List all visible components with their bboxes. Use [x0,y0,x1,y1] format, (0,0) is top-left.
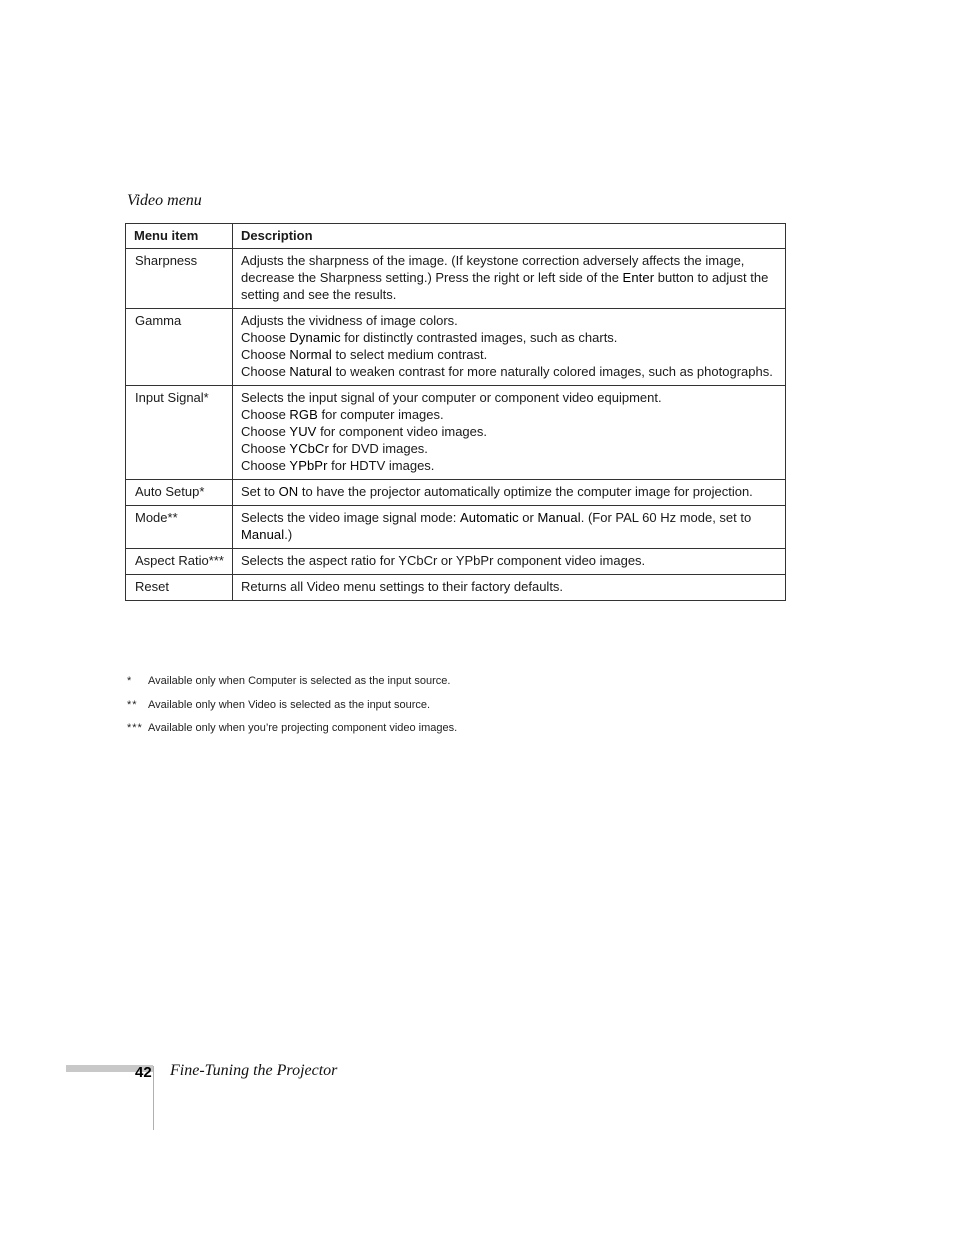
description-line [241,457,777,474]
table-row [126,575,786,601]
description-text: Selects the input signal of your computer or component video equipment. [241,390,662,405]
description-cell [233,249,786,309]
setting-keyword: Manual [241,527,285,542]
description-line [241,389,777,406]
description-text: Returns all Video menu settings to their factory defaults. [241,579,564,594]
footnote-mark: *** [127,722,143,734]
menu-item-cell: Sharpness [126,249,233,309]
footnote [127,699,787,723]
description-text: Choose [241,458,290,473]
footnote [127,675,787,699]
column-header-description: Description [233,224,786,249]
table-row [126,549,786,575]
description-line [241,440,777,457]
description-text: button to adjust the setting and see the results. [241,270,769,302]
description-cell [233,309,786,386]
setting-keyword: Manual [537,510,581,525]
description-cell [233,506,786,549]
table-row [126,386,786,480]
menu-item-cell: Reset [126,575,233,601]
description-line [241,363,777,380]
description-line [241,552,777,569]
table-body [126,249,786,601]
setting-keyword: Automatic [459,510,519,525]
description-line [241,423,777,440]
description-text: to have the projector automatically optimize the computer image for projection. [298,484,753,499]
description-text: for HDTV images. [327,458,435,473]
description-text: .) [284,527,293,542]
setting-keyword: Normal [289,347,332,362]
description-line [241,483,777,500]
column-header-menu-item: Menu item [126,224,233,249]
description-text: Choose [241,364,290,379]
description-text: . (For PAL 60 Hz mode, set to [580,510,752,525]
setting-keyword: Enter [622,270,655,285]
description-text: for DVD images. [328,441,428,456]
table-header-row [126,224,786,249]
setting-keyword: Dynamic [289,330,341,345]
table-row [126,249,786,309]
table-caption: Video menu [127,192,202,209]
table-row [126,506,786,549]
description-line [241,578,777,595]
description-text: Choose [241,407,290,422]
footnote-mark: ** [127,698,138,711]
description-text: Choose [241,441,290,456]
description-text: to select medium contrast. [331,347,488,362]
description-line [241,312,777,329]
setting-keyword: YCbCr [289,441,329,456]
setting-keyword: ON [278,484,299,499]
menu-item-cell: Mode** [126,506,233,549]
description-text: Adjusts the vividness of image colors. [241,313,458,328]
description-cell [233,575,786,601]
menu-item-cell: Input Signal* [126,386,233,480]
menu-item-cell: Aspect Ratio*** [126,549,233,575]
description-line [241,509,777,543]
footer-rule [153,1066,154,1130]
footer-section-title: Fine-Tuning the Projector [170,1062,338,1079]
description-text: Set to [241,484,279,499]
footnotes [127,675,787,746]
description-text: for computer images. [317,407,444,422]
setting-keyword: RGB [289,407,318,422]
menu-item-cell: Gamma [126,309,233,386]
footnote-text: Available only when Computer is selected as the input source. [148,675,451,687]
description-cell [233,549,786,575]
description-line [241,346,777,363]
description-text: Adjusts the sharpness of the image. (If keystone correction adversely affects the image, decrease the Sharpness setting.) Press the right or left side of the [241,253,745,285]
description-text: Choose [241,424,290,439]
description-line [241,252,777,303]
page-number: 42 [135,1064,152,1081]
description-text: Selects the aspect ratio for YCbCr or YPbPr component video images. [241,553,646,568]
menu-item-cell: Auto Setup* [126,480,233,506]
description-text: for distinctly contrasted images, such as charts. [340,330,618,345]
table-row [126,480,786,506]
description-text: for component video images. [316,424,487,439]
setting-keyword: YPbPr [289,458,328,473]
description-text: to weaken contrast for more naturally colored images, such as photographs. [332,364,773,379]
setting-keyword: Natural [289,364,333,379]
description-text: Choose [241,330,290,345]
table-row [126,309,786,386]
footnote-mark: * [127,675,133,687]
description-line [241,406,777,423]
footnote [127,722,787,746]
footnote-text: Available only when you’re projecting component video images. [148,722,458,734]
video-menu-table [125,223,786,601]
description-text: Choose [241,347,290,362]
description-line [241,329,777,346]
footnote-text: Available only when Video is selected as the input source. [148,698,431,711]
description-cell [233,480,786,506]
setting-keyword: YUV [289,424,317,439]
description-cell [233,386,786,480]
description-text: Selects the video image signal mode: [241,510,460,525]
description-text: or [518,510,538,525]
